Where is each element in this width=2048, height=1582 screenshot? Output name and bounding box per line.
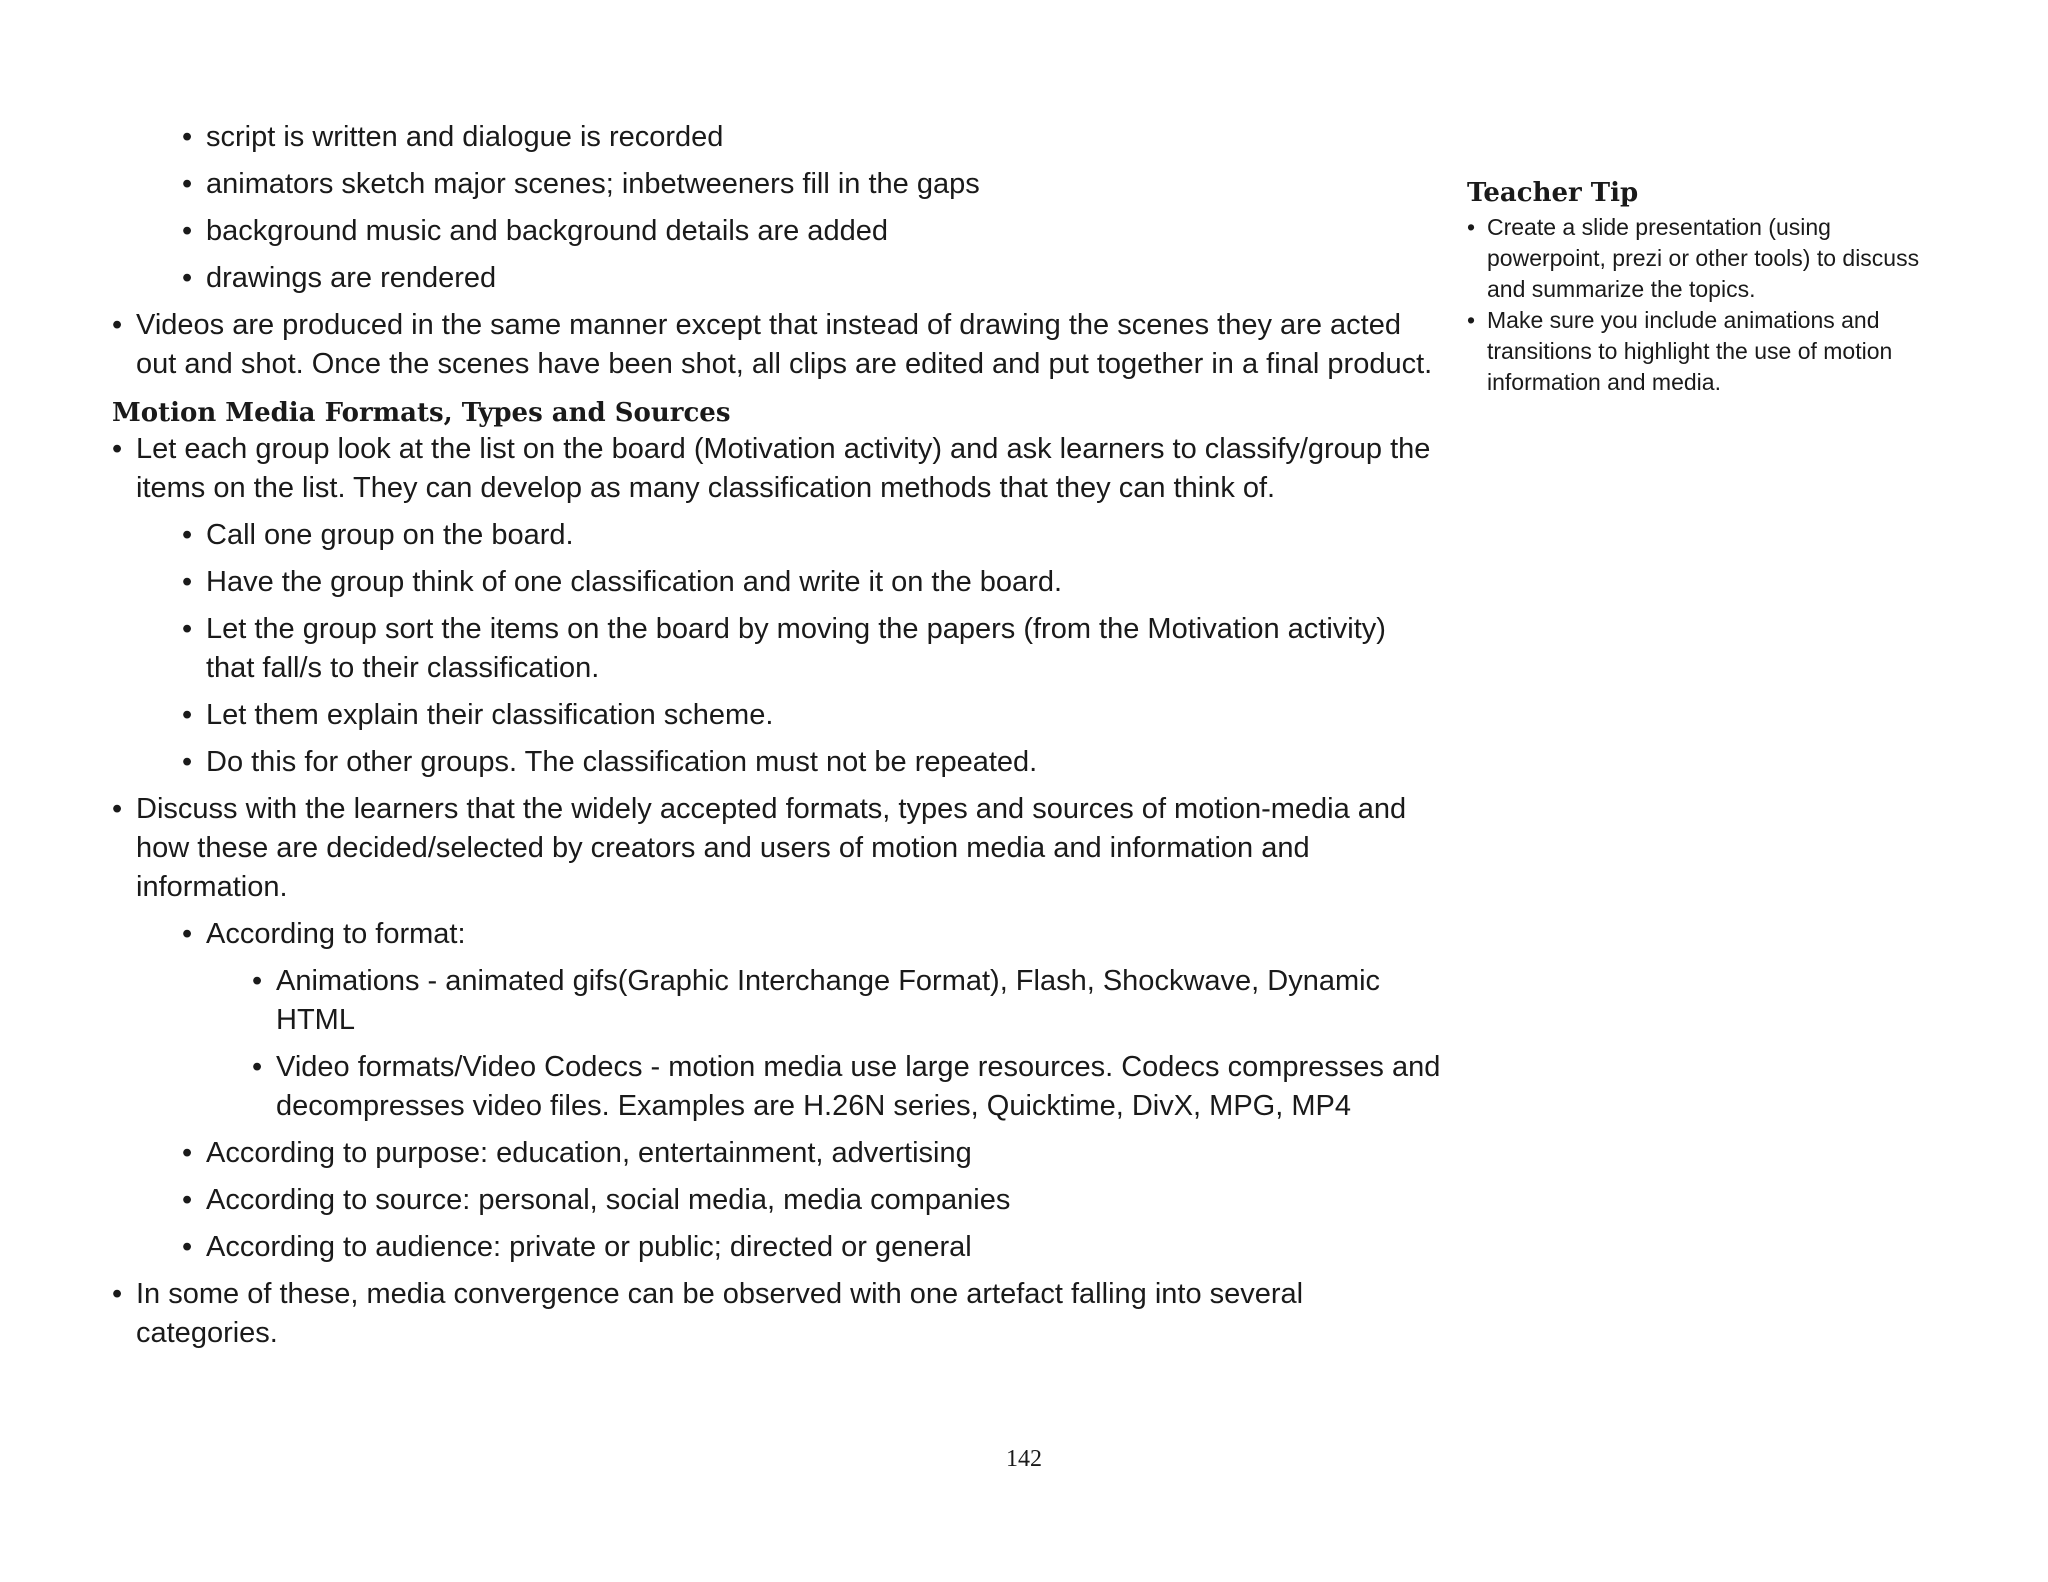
- bullet-item: • Animations - animated gifs(Graphic Interchange Format), Flash, Shockwave, Dynamic HTML: [252, 962, 1442, 1040]
- bullet-item: • Let them explain their classification scheme.: [182, 696, 1442, 735]
- bullet-item: • According to format:: [182, 915, 1442, 954]
- bullet-item: • Discuss with the learners that the widely accepted formats, types and sources of motion-media and how these are decided/selected by creators and users of motion media and information and information.: [112, 790, 1442, 907]
- bullet-item: • script is written and dialogue is recorded: [182, 118, 1442, 157]
- teacher-tip-sidebar: [1467, 176, 1937, 398]
- bullet-item: • In some of these, media convergence can be observed with one artefact falling into several categories.: [112, 1275, 1442, 1353]
- bullet-item: • Call one group on the board.: [182, 516, 1442, 555]
- teacher-tip-item: • Create a slide presentation (using powerpoint, prezi or other tools) to discuss and summarize the topics.: [1467, 212, 1937, 305]
- bullet-item: • According to source: personal, social media, media companies: [182, 1181, 1442, 1220]
- page-number: 142: [1006, 1446, 1042, 1472]
- bullet-item: • Let each group look at the list on the board (Motivation activity) and ask learners to classify/group the items on the list. They can develop as many classification methods that they can think of.: [112, 430, 1442, 508]
- bullet-item: • Videos are produced in the same manner except that instead of drawing the scenes they are acted out and shot. Once the scenes have been shot, all clips are edited and put together in a final product.: [112, 306, 1442, 384]
- bullet-item: • drawings are rendered: [182, 259, 1442, 298]
- bullet-item: • animators sketch major scenes; inbetweeners fill in the gaps: [182, 165, 1442, 204]
- teacher-tip-title: Teacher Tip: [1467, 178, 1639, 208]
- bullet-item: • Do this for other groups. The classification must not be repeated.: [182, 743, 1442, 782]
- bullet-item: • background music and background details are added: [182, 212, 1442, 251]
- bullet-item: • Video formats/Video Codecs - motion media use large resources. Codecs compresses and decompresses video files. Examples are H.26N series, Quicktime, DivX, MPG, MP4: [252, 1048, 1442, 1126]
- bullet-item: • According to audience: private or public; directed or general: [182, 1228, 1442, 1267]
- section-heading: Motion Media Formats, Types and Sources: [112, 398, 731, 428]
- main-content: [112, 118, 1442, 1361]
- bullet-item: • According to purpose: education, entertainment, advertising: [182, 1134, 1442, 1173]
- teacher-tip-item: • Make sure you include animations and transitions to highlight the use of motion information and media.: [1467, 305, 1937, 398]
- bullet-item: • Let the group sort the items on the board by moving the papers (from the Motivation activity) that fall/s to their classification.: [182, 610, 1442, 688]
- bullet-item: • Have the group think of one classification and write it on the board.: [182, 563, 1442, 602]
